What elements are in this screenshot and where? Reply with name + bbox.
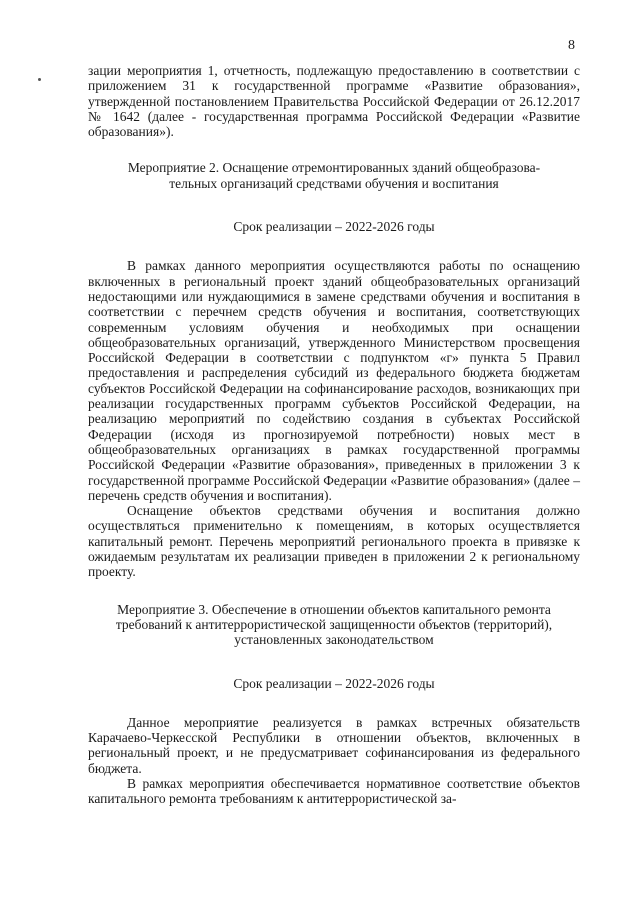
heading-measure-3-line1: Мероприятие 3. Обеспечение в отношении объектов капитального ремонта [117,601,551,617]
paragraph-measure3-description: Данное мероприятие реализуется в рамках встречных обязательств Карачаево-Черкесской Республики в отношении объектов, включенных в региональный проект, и не предусматривает софинансирования из федерального бюджета. [88,714,580,776]
margin-mark [38,78,41,81]
heading-measure-2-line1: Мероприятие 2. Оснащение отремонтированных зданий общеобразова- [127,160,541,176]
paragraph-measure3-compliance: В рамках мероприятия обеспечивается нормативное соответствие объектов капитального ремонта требованиям к антитеррористической за- [88,775,580,807]
document-body [88,63,580,807]
heading-measure-2 [88,160,580,191]
page-number: 8 [568,38,575,53]
heading-measure-3-line3: установленных законодательством [234,632,434,648]
heading-measure-3-line2: требований к антитеррористической защищенности объектов (территорий), [115,616,553,632]
paragraph-measure2-description: В рамках данного мероприятия осуществляются работы по оснащению включенных в региональный проект зданий общеобразовательных организаций недостающими или нуждающимися в замене средствами обучения и воспитания в соответствии с перечнем средств обучения и воспитания, соответствующих современным условиям обучения и необходимых при оснащении общеобразовательных организаций, утвержденного Министерством просвещения Российской Федерации в соответствии с подпунктом «г» пункта 5 Правил предоставления и распределения субсидий из федерального бюджета бюджетам субъектов Российской Федерации на софинансирование расходов, возникающих при реализации государственных программ субъектов Российской Федерации, на реализацию мероприятий по содействию создания в субъектах Российской Федерации (исходя из прогнозируемой потребности) новых мест в общеобразовательных организациях в рамках государственной программы Российской Федерации «Развитие образования», приведенных в приложении 3 к государственной программе Российской Федерации «Развитие образования» (далее – перечень средств обучения и воспитания). [88,258,580,503]
heading-measure-2-line2: тельных организаций средствами обучения и воспитания [169,175,499,191]
implementation-term-measure-2: Срок реализации – 2022-2026 годы [233,219,435,235]
paragraph-measure2-equipment: Оснащение объектов средствами обучения и воспитания должно осуществляться применительно к помещениям, в которых осуществляется капитальный ремонт. Перечень мероприятий регионального проекта в привязке к ожидаемым результатам их реализации приведен в приложении 2 к региональному проекту. [88,503,580,580]
heading-measure-3 [88,602,580,648]
paragraph-measure1-continuation: зации мероприятия 1, отчетность, подлежащую предоставлению в соответствии с приложением 31 к государственной программе «Развитие образования», утвержденной постановлением Правительства Российской Федерации от 26.12.2017 № 1642 (далее - государственная программа Российской Федерации «Развитие образования»). [88,63,580,140]
implementation-term-measure-3: Срок реализации – 2022-2026 годы [233,675,435,691]
